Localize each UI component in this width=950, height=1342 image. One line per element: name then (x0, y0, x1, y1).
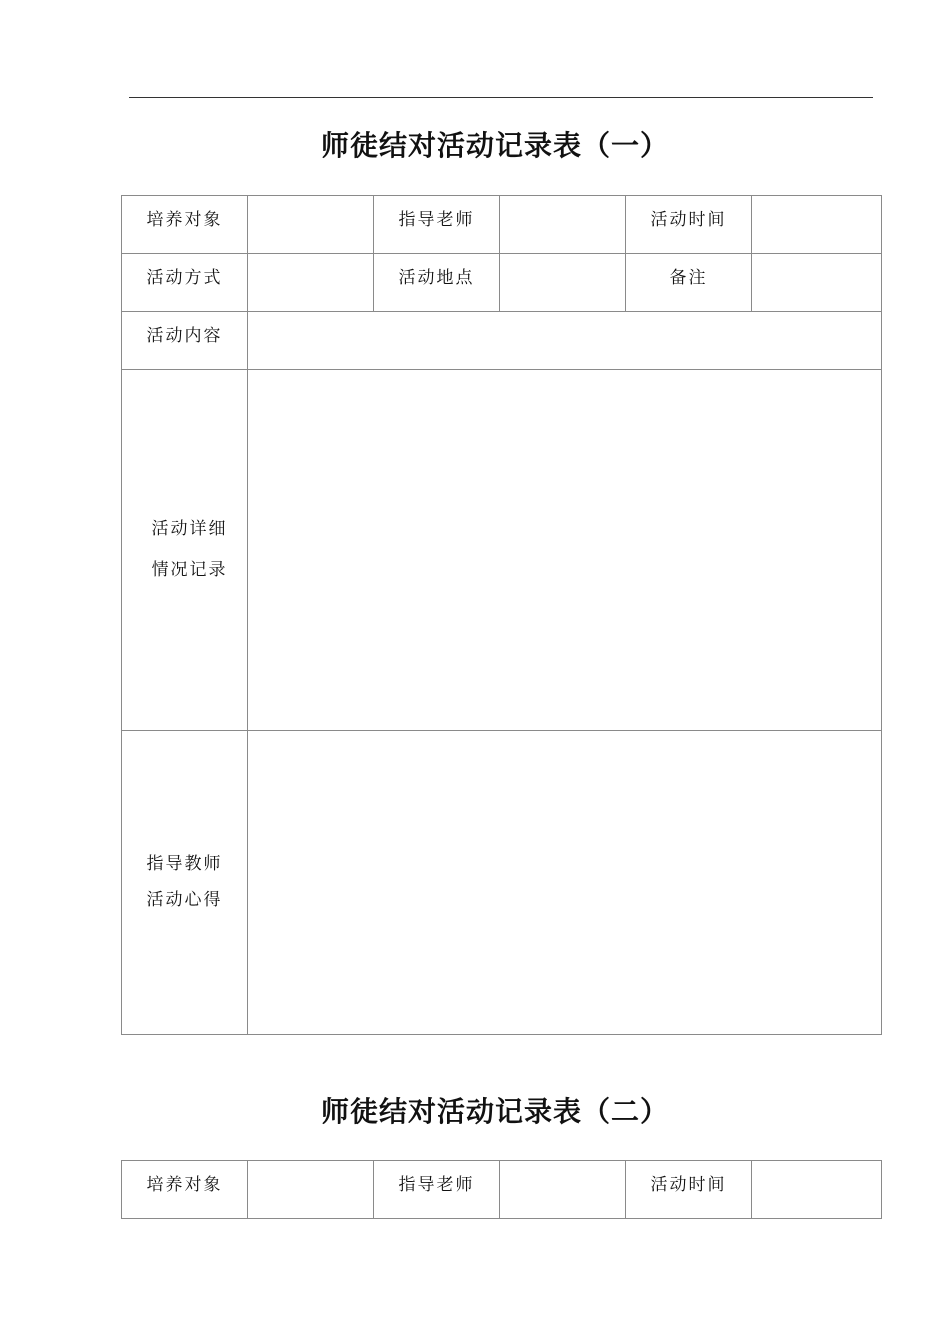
form1-row-basic (122, 196, 882, 254)
activity-method-label: 活动方式 (122, 254, 248, 312)
form2-activity-time-label: 活动时间 (626, 1161, 752, 1219)
form2-mentor-field[interactable] (500, 1161, 626, 1219)
activity-content-label: 活动内容 (122, 312, 248, 370)
activity-detail-label (122, 370, 248, 731)
form1-table (121, 195, 882, 1035)
trainee-field[interactable] (248, 196, 374, 254)
mentor-reflection-label-line1: 指导教师 (146, 854, 223, 875)
mentor-reflection-label (122, 731, 248, 1035)
form1-row-method (122, 254, 882, 312)
activity-detail-label-line1: 活动详细 (151, 518, 228, 539)
activity-detail-label-line2: 情况记录 (151, 560, 228, 580)
form1-row-content (122, 312, 882, 370)
mentor-reflection-label-line2: 活动心得 (146, 889, 223, 910)
form1-title: 师徒结对活动记录表（一） (320, 129, 669, 162)
form1-row-detail (122, 370, 882, 731)
form2-trainee-field[interactable] (248, 1161, 374, 1219)
form2-trainee-label: 培养对象 (122, 1161, 248, 1219)
trainee-label: 培养对象 (122, 196, 248, 254)
note-field[interactable] (752, 254, 882, 312)
form2-table (121, 1160, 882, 1219)
mentor-label: 指导老师 (374, 196, 500, 254)
form2-mentor-label: 指导老师 (374, 1161, 500, 1219)
activity-place-label: 活动地点 (374, 254, 500, 312)
activity-detail-field[interactable] (248, 370, 882, 731)
mentor-field[interactable] (500, 196, 626, 254)
form1-row-reflection (122, 731, 882, 1035)
activity-method-field[interactable] (248, 254, 374, 312)
form2-activity-time-field[interactable] (752, 1161, 882, 1219)
activity-content-field[interactable] (248, 312, 882, 370)
activity-place-field[interactable] (500, 254, 626, 312)
header-rule (129, 97, 873, 98)
note-label: 备注 (626, 254, 752, 312)
mentor-reflection-field[interactable] (248, 731, 882, 1035)
form2-title: 师徒结对活动记录表（二） (320, 1095, 669, 1128)
form2-row-basic (122, 1161, 882, 1219)
activity-time-field[interactable] (752, 196, 882, 254)
activity-time-label: 活动时间 (626, 196, 752, 254)
